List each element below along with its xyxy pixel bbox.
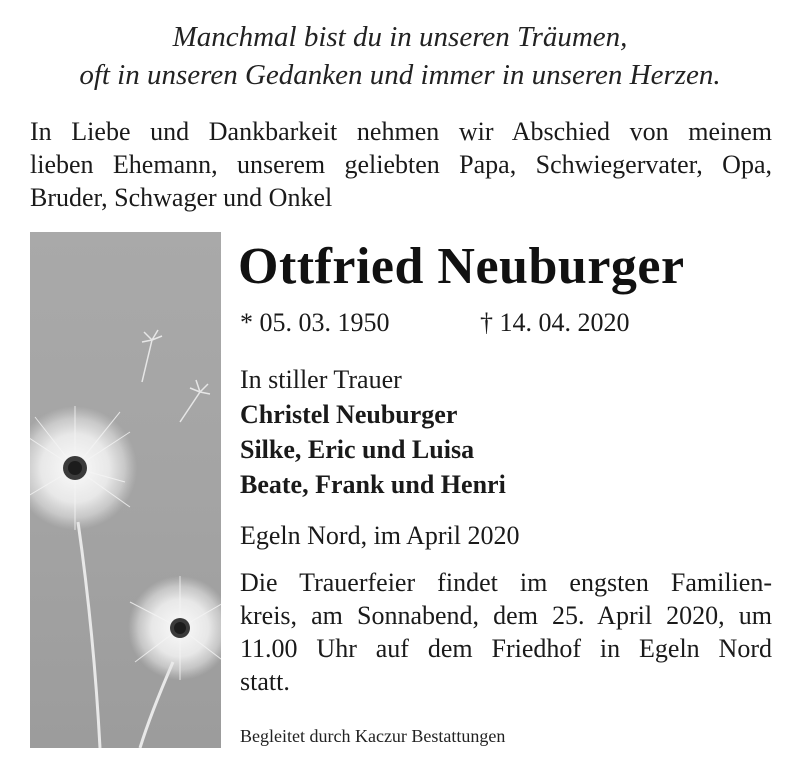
dandelion-image <box>30 232 221 748</box>
mourner-name: Beate, Frank und Henri <box>240 470 506 499</box>
service-line-1: Die Trauerfeier findet im engsten Familien- <box>240 568 772 597</box>
death-date: † 14. 04. 2020 <box>480 308 630 337</box>
service-line-2: kreis, am Sonnabend, dem 25. April 2020, um <box>240 601 772 630</box>
place-and-date: Egeln Nord, im April 2020 <box>240 521 520 550</box>
service-line-3: 11.00 Uhr auf dem Friedhof in Egeln Nord <box>240 634 772 663</box>
motto-verse <box>0 18 800 94</box>
intro-line-2: lieben Ehemann, unserem geliebten Papa, Schwiegervater, Opa, <box>30 150 772 179</box>
mourning-heading: In stiller Trauer <box>240 365 402 394</box>
mourner-name: Christel Neuburger <box>240 400 458 429</box>
mourner-name: Silke, Eric und Luisa <box>240 435 475 464</box>
mourners-block <box>240 362 506 502</box>
deceased-name: Ottfried Neuburger <box>238 238 685 295</box>
birth-date: * 05. 03. 1950 <box>240 308 390 337</box>
funeral-home-credit: Begleitet durch Kaczur Bestattungen <box>240 726 506 746</box>
funeral-service-info <box>240 566 772 698</box>
service-line-4: statt. <box>240 667 290 696</box>
motto-line-1: Manchmal bist du in unseren Träumen, <box>172 21 628 53</box>
intro-line-3: Bruder, Schwager und Onkel <box>30 183 333 212</box>
intro-line-1: In Liebe und Dankbarkeit nehmen wir Abschied von meinem <box>30 117 772 146</box>
intro-text <box>30 115 772 214</box>
motto-line-2: oft in unseren Gedanken und immer in unseren Herzen. <box>79 59 721 91</box>
